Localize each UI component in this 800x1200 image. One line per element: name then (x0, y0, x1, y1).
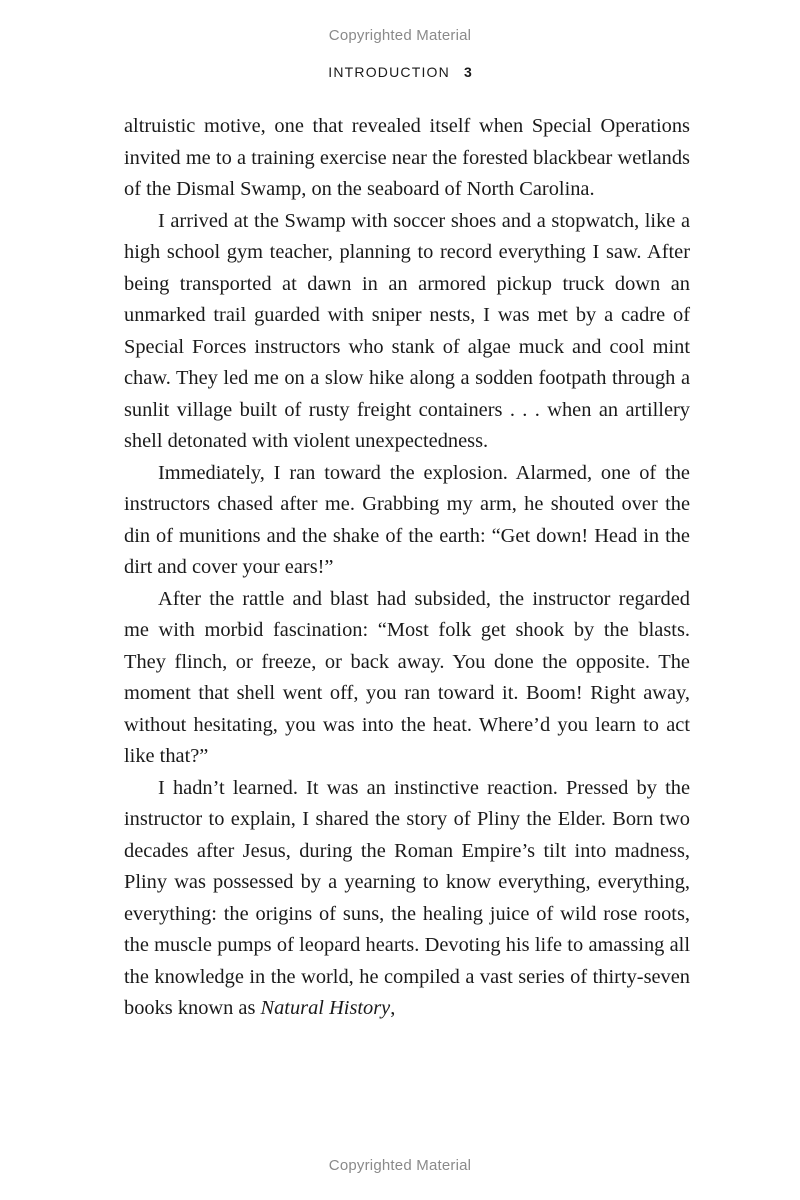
running-head (0, 64, 800, 80)
paragraph-1: altruistic motive, one that revealed itself when Special Operations invited me to a training exercise near the forested blackbear wetlands of the Dismal Swamp, on the seaboard of North Carolina. (124, 115, 690, 200)
paragraph-5-text: I hadn’t learned. It was an instinctive reaction. Pressed by the instructor to explain, I shared the story of Pliny the Elder. Born two decades after Jesus, during the Roman Empire’s tilt into madness, Pliny was possessed by a yearning to know everything, everything, everything: the origins of suns, the healing juice of wild rose roots, the muscle pumps of leopard hearts. Devoting his life to amassing all the knowledge in the world, he compiled a vast series of thirty-seven books known as (124, 776, 690, 1019)
trailing-punctuation: , (390, 997, 396, 1019)
paragraph-5 (124, 773, 690, 1025)
chapter-title: INTRODUCTION (328, 64, 450, 80)
paragraph-3: Immediately, I ran toward the explosion. Alarmed, one of the instructors chased after me. Grabbing my arm, he shouted over the din of munitions and the shake of the earth: “Get down! Head in the dirt and cover your ears!” (124, 461, 690, 578)
paragraph-4: After the rattle and blast had subsided, the instructor regarded me with morbid fascination: “Most folk get shook by the blasts. They flinch, or freeze, or back away. You done the opposite. The moment that shell went off, you ran toward it. Boom! Right away, without hesitating, you was into the heat. Where’d you learn to act like that?” (124, 587, 690, 767)
copyright-watermark-top: Copyrighted Material (328, 27, 472, 44)
body-text (124, 111, 690, 1025)
page-number: 3 (463, 64, 472, 80)
copyright-watermark-bottom: Copyrighted Material (328, 1157, 472, 1174)
book-title: Natural History (260, 997, 391, 1019)
paragraph-2: I arrived at the Swamp with soccer shoes and a stopwatch, like a high school gym teacher, planning to record everything I saw. After being transported at dawn in an armored pickup truck down an unmarked trail guarded with sniper nests, I was met by a cadre of Special Forces instructors who stank of algae muck and cool mint chaw. They led me on a slow hike along a sodden footpath through a sunlit village built of rusty freight containers . . . when an artillery shell detonated with violent unexpectedness. (124, 209, 690, 452)
